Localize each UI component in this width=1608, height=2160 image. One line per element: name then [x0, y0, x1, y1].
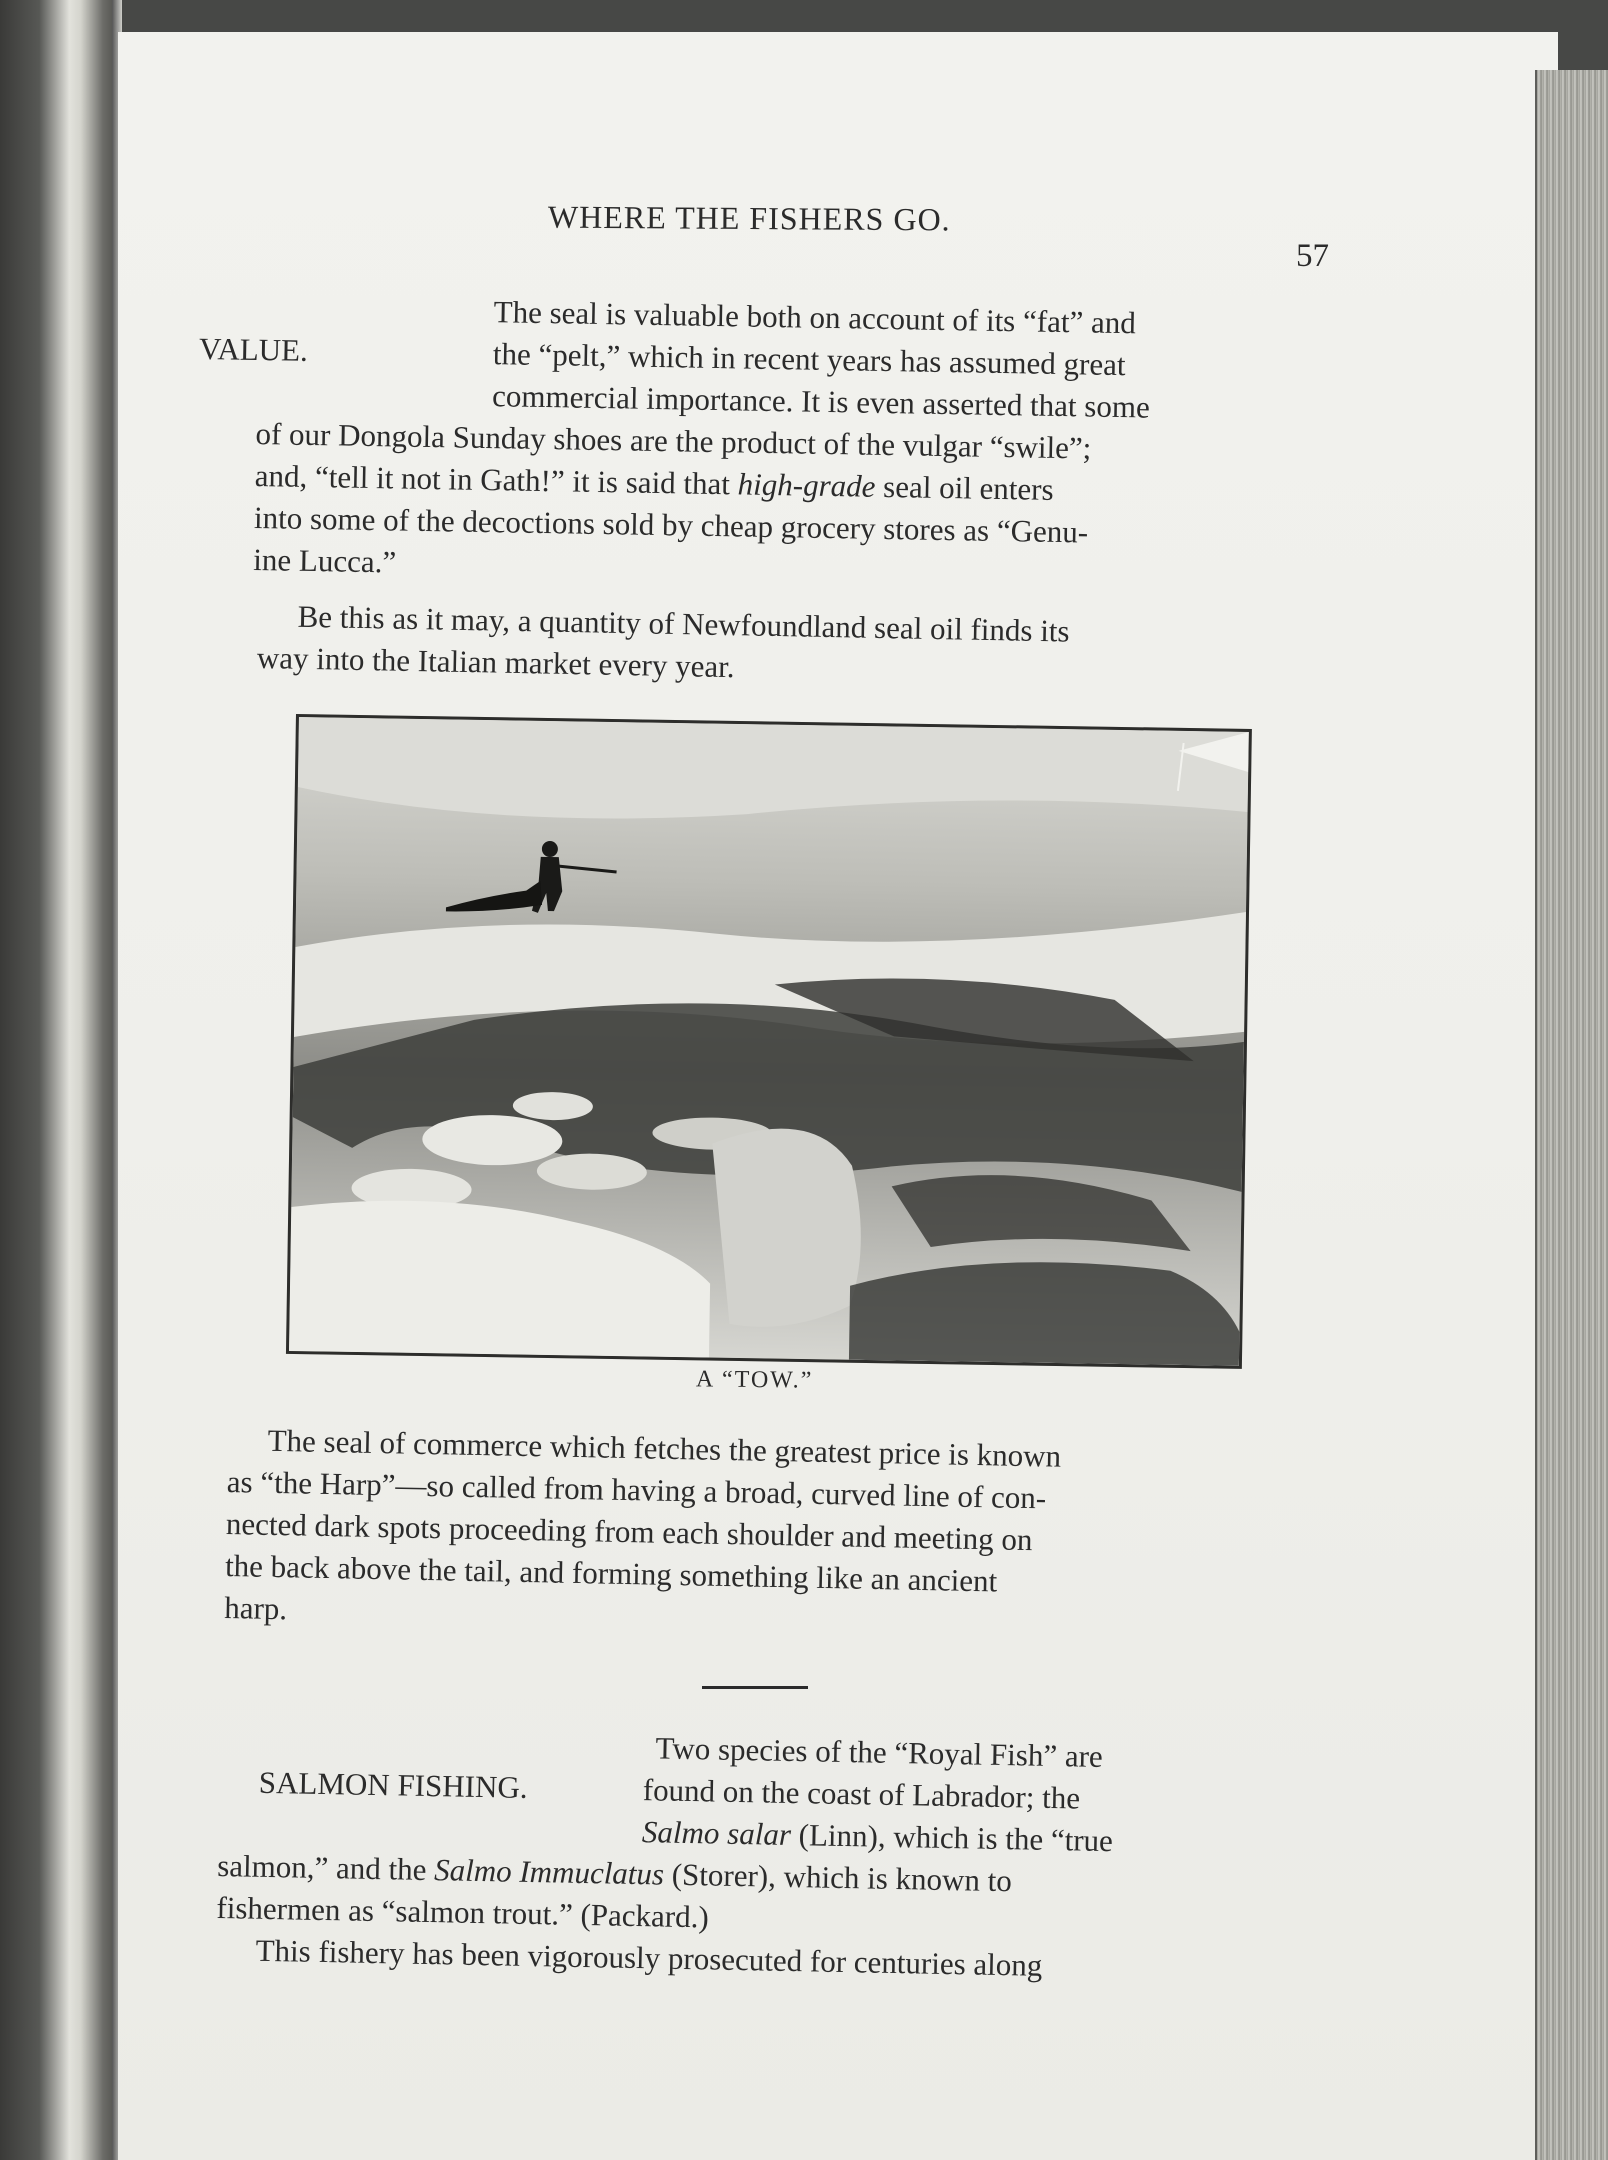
page-number: 57 [1296, 238, 1329, 274]
section-divider [702, 1686, 808, 1689]
photograph-seal-tow [286, 714, 1252, 1369]
photo-illustration [289, 717, 1249, 1366]
running-head: WHERE THE FISHERS GO. [547, 198, 951, 238]
text-line: The seal is valuable both on account of its “fat” and [493, 294, 1137, 341]
sidenote-value: VALUE. [198, 330, 309, 368]
previous-page-edge [0, 0, 112, 2160]
text-line: nected dark spots proceeding from each shoulder and meeting on [225, 1505, 1033, 1558]
text-line: the back above the tail, and forming something like an ancient [224, 1547, 998, 1599]
text-line: This fishery has been vigorously prosecuted for centuries along [255, 1932, 1043, 1983]
photo-caption: A “TOW.” [695, 1366, 814, 1394]
text-line: found on the coast of Labrador; the [642, 1772, 1081, 1816]
text-line: into some of the decoctions sold by cheap grocery stores as “Genu- [253, 499, 1089, 550]
text-line: harp. [223, 1589, 288, 1627]
text-line [641, 1814, 1114, 1859]
italic-text: high-grade [737, 466, 876, 504]
text-line: the “pelt,” which in recent years has assumed great [492, 336, 1126, 383]
text-line: The seal of commerce which fetches the greatest price is known [267, 1422, 1062, 1474]
text-line: fishermen as “salmon trout.” (Packard.) [216, 1889, 710, 1935]
text-line: way into the Italian market every year. [256, 639, 735, 685]
text-line: of our Dongola Sunday shoes are the product of the vulgar “swile”; [255, 415, 1092, 466]
page-stack-edge [1535, 70, 1608, 2160]
text-line: as “the Harp”—so called from having a broad, curved line of con- [226, 1463, 1047, 1516]
text-run: seal oil enters [875, 468, 1054, 507]
sidenote-salmon-fishing: SALMON FISHING. [258, 1764, 528, 1805]
text-run: (Storer), which is known to [663, 1856, 1013, 1899]
text-run: (Linn), which is the “true [790, 1816, 1114, 1859]
text-run: salmon,” and the [216, 1847, 435, 1888]
italic-text: Salmo salar [641, 1814, 792, 1852]
text-line: Two species of the “Royal Fish” are [655, 1730, 1104, 1774]
text-line: ine Lucca.” [253, 541, 397, 580]
italic-text: Salmo Immuclatus [433, 1852, 665, 1892]
text-run: and, “tell it not in Gath!” it is said that [254, 457, 739, 502]
text-line: commercial importance. It is even asserted that some [491, 378, 1151, 425]
text-line: Be this as it may, a quantity of Newfoundland seal oil finds its [297, 598, 1070, 649]
